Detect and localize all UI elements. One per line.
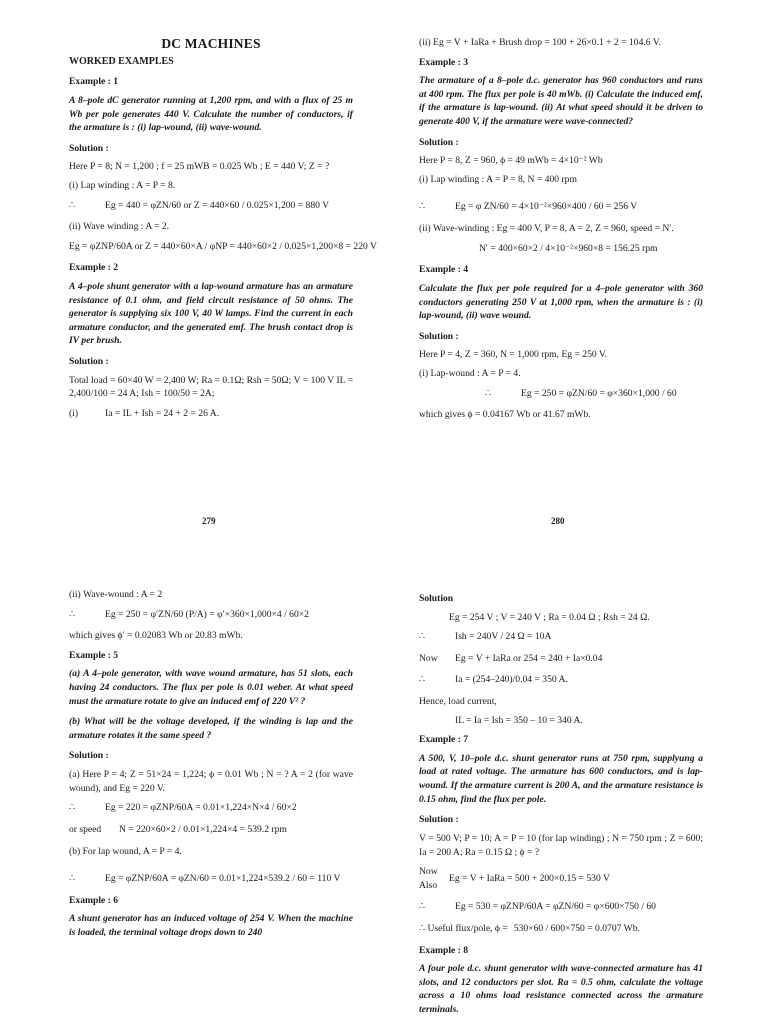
now-label: Now: [419, 652, 438, 664]
example-3-heading: Example : 3: [419, 56, 469, 68]
example-6-hence: Hence, load current,: [419, 696, 497, 708]
example-4-wave-wound: (ii) Wave-wound : A = 2: [69, 589, 163, 600]
example-3-equation-2: [419, 242, 703, 256]
example-1-given: Here P = 8; N = 1,200 ; f = 25 mWB = 0.025 Wb ; E = 440 V; Z = ?: [69, 161, 330, 173]
example-4-heading: Example : 4: [419, 264, 469, 276]
example-1-lap-winding: (i) Lap winding : A = P = 8.: [69, 180, 176, 191]
example-5-problem-b: (b) What will be the voltage developed, if the winding is lap and the armature rotates it the same speed ?: [69, 716, 353, 741]
equation-text: Ish = 240V / 24 Ω = 10A: [455, 631, 552, 643]
page-281: [69, 588, 353, 947]
example-2-heading: Example : 2: [69, 262, 119, 274]
example-4-given: Here P = 4, Z = 360, N = 1,000 rpm, Eg = 250 V.: [419, 349, 608, 361]
example-7-problem: A 500, V, 10–pole d.c. shunt generator runs at 750 rpm, supplyung a load at rated voltage. The armature has 600 conductors, and is lap-wound. If the armature current is 200 A, and the armature resistance is 0.15 ohm, find the flux per pole.: [419, 752, 703, 805]
step-label: (i): [69, 407, 79, 419]
example-4-problem: Calculate the flux per pole required for a 4–pole generator with 360 conductors generating 250 V at 1,000 rpm, when the armature is : (i) lap-wound, (ii) wave wound.: [419, 282, 703, 322]
therefore-symbol: ∴: [69, 873, 76, 885]
page-title: DC MACHINES: [161, 36, 261, 51]
therefore-symbol: ∴: [419, 631, 426, 643]
example-6-now-equation: [419, 652, 703, 666]
equation-text: Eg = 250 = φZN/60 = φ×360×1,000 / 60: [521, 387, 677, 399]
example-3-problem: The armature of a 8–pole d.c. generator has 960 conductors and runs at 400 rpm. The flux per pole is 40 mWb. (i) Calculate the induced emf, if the armature is lap-wound. (ii) At what speed should it be driven to generate 400 V, if the armature were wave-connected?: [419, 75, 703, 128]
page-279: [69, 30, 377, 429]
example-5-equation-2: [69, 823, 353, 837]
example-1-problem: A 8–pole dC generator running at 1,200 rpm, and with a flux of 25 m Wb per pole generates 440 V. Calculate the number of conductors, if the armature is : (i) lap-wound, (ii) wave-wound.: [69, 94, 353, 134]
example-4-result: which gives ϕ = 0.04167 Wb or 41.67 mWb.: [419, 409, 591, 421]
equation-text: Ia = (254–240)/0.04 = 350 A.: [455, 674, 568, 686]
equation-text: Eg = 220 = φZNP/60A = 0.01×1,224×N×4 / 60×2: [105, 802, 297, 814]
example-6-load-current: IL = Ia = Ish = 350 – 10 = 340 A.: [455, 714, 583, 726]
example-6-solution-heading: Solution: [419, 593, 454, 604]
example-4-equation-2: [69, 608, 353, 622]
example-7-now-also: [419, 865, 703, 892]
page-282: [419, 588, 703, 1024]
page-number-280: 280: [551, 516, 565, 526]
example-7-flux: [419, 922, 703, 936]
example-5-heading: Example : 5: [69, 649, 119, 661]
example-1-equation-2: [69, 240, 377, 254]
page-number-279: 279: [202, 516, 216, 526]
example-6-problem: A shunt generator has an induced voltage of 254 V. When the machine is loaded, the terminal voltage drops down to 240: [69, 913, 353, 938]
example-1-heading: Example : 1: [69, 76, 119, 88]
example-6-equation-1: [419, 630, 703, 644]
example-5-given: (a) Here P = 4; Z = 51×24 = 1,224; ϕ = 0.01 Wb ; N = ? A = 2 (for wave wound), and Eg = 220 V.: [69, 769, 353, 794]
example-5-lap-wound: (b) For lap wound, A = P = 4.: [69, 845, 182, 857]
example-3-lap-winding: (i) Lap winding : A = P = 8, N = 400 rpm: [419, 173, 577, 185]
example-7-solution-heading: Solution :: [419, 814, 459, 826]
equation-text: N′ = 400×60×2 / 4×10⁻²×960×8 = 156.25 rpm: [479, 242, 658, 254]
example-6-given: Eg = 254 V ; V = 240 V ; Ra = 0.04 Ω ; Rsh = 24 Ω.: [449, 611, 650, 623]
equation-text: Eg = φZNP/60A or Z = 440×60×A / φNP = 440×60×2 / 0.025×1,200×8 = 220 V: [69, 240, 377, 252]
example-3-given: Here P = 8, Z = 960, ϕ = 49 mWb = 4×10⁻² Wb: [419, 155, 603, 167]
example-2-solution-heading: Solution :: [69, 356, 109, 368]
example-2-problem: A 4–pole shunt generator with a lap-wound armature has an armature resistance of 0.1 ohm, and field circuit resistance of 50 ohms. The generator is supplying six 100 V, 40 W lamps. Find the current in each armature conductor, and the generated emf. The brush contact drop is IV per brush.: [69, 281, 353, 347]
example-4-lap-wound: (i) Lap-wound : A = P = 4.: [419, 367, 521, 379]
equation-text: Eg = V + IaRa or 254 = 240 + Ia×0.04: [455, 652, 603, 664]
equation-text: Eg = φ ZN/60 = 4×10⁻²×960×400 / 60 = 256 V: [455, 201, 638, 213]
example-2-step-ii: (ii) Eg = V + IaRa + Brush drop = 100 + 26×0.1 + 2 = 104.6 V.: [419, 37, 661, 48]
therefore-symbol: ∴: [69, 608, 76, 620]
example-6-armature-current: [419, 673, 703, 687]
example-5-solution-heading: Solution :: [69, 750, 109, 762]
example-7-given: V = 500 V; P = 10; A = P = 10 (for lap winding) ; N = 750 rpm ; Z = 600; Ia = 200 A; Ra = 0.15 Ω ; ϕ = ?: [419, 832, 703, 858]
flux-label: ∴ Useful flux/pole, ϕ =: [419, 922, 508, 934]
equation-text: Eg = 250 = φ′ZN/60 (P/A) = φ′×360×1,000×4 / 60×2: [105, 608, 309, 620]
therefore-symbol: ∴: [419, 201, 426, 213]
example-4-equation: [419, 387, 703, 401]
therefore-symbol: ∴: [419, 674, 426, 686]
equation-text: Eg = φZNP/60A = φZN/60 = 0.01×1,224×539.2 / 60 = 110 V: [105, 873, 341, 885]
page-280: [419, 30, 703, 427]
example-5-equation-3: [69, 872, 353, 886]
therefore-symbol: ∴: [419, 901, 426, 913]
example-7-equation: [419, 900, 703, 914]
now-also-label: Now Also: [419, 866, 438, 891]
equation-text: 530×60 / 600×750 = 0.0707 Wb.: [513, 922, 640, 934]
example-4-result-2: which gives ϕ′ = 0.02083 Wb or 20.83 mWb.: [69, 630, 243, 642]
speed-label: or speed: [69, 823, 102, 835]
example-4-solution-heading: Solution :: [419, 330, 459, 342]
example-8-heading: Example : 8: [419, 944, 469, 956]
section-subtitle: WORKED EXAMPLES: [69, 56, 174, 68]
equation-text: Ia = IL + Ish = 24 + 2 = 26 A.: [105, 407, 220, 419]
example-1-solution-heading: Solution :: [69, 142, 109, 154]
example-3-equation-1: [419, 200, 703, 214]
example-5-equation-1: [69, 801, 353, 815]
example-3-wave-winding: (ii) Wave-winding : Eg = 400 V, P = 8, A = 2, Z = 960, speed = N′.: [419, 223, 674, 235]
equation-text: Eg = V + IaRa = 500 + 200×0.15 = 530 V: [449, 872, 610, 884]
equation-text: Eg = 530 = φZNP/60A = φZN/60 = φ×600×750 / 60: [455, 901, 656, 913]
example-5-problem-a: (a) A 4–pole generator, with wave wound armature, has 51 slots, each having 24 conductors. The flux per pole is 0.01 weber. At what speed must the armature rotate to give an induced emf of 220 V² ?: [69, 668, 353, 707]
example-1-equation-1: [69, 199, 353, 213]
therefore-symbol: ∴: [69, 802, 76, 814]
example-8-problem: A four pole d.c. shunt generator with wave-connected armature has 41 slots, and 12 conductors per slot. Ra = 0.5 ohm, calculate the voltage across a 10 ohms load resistance connected across the armature terminals.: [419, 963, 703, 1016]
example-2-step-i: [69, 407, 353, 421]
example-2-given: Total load = 60×40 W = 2,400 W; Ra = 0.1Ω; Rsh = 50Ω; V = 100 V IL = 2,400/100 = 24 A; Ish = 100/50 = 2A;: [69, 374, 353, 400]
example-7-heading: Example : 7: [419, 734, 469, 746]
example-1-wave-winding: (ii) Wave winding : A = 2.: [69, 221, 170, 233]
example-3-solution-heading: Solution :: [419, 136, 459, 148]
example-6-heading: Example : 6: [69, 894, 119, 906]
therefore-symbol: ∴: [485, 387, 492, 399]
therefore-symbol: ∴: [69, 199, 76, 211]
equation-text: Eg = 440 = φZN/60 or Z = 440×60 / 0.025×1,200 = 880 V: [105, 199, 330, 211]
equation-text: N = 220×60×2 / 0.01×1,224×4 = 539.2 rpm: [119, 823, 287, 835]
